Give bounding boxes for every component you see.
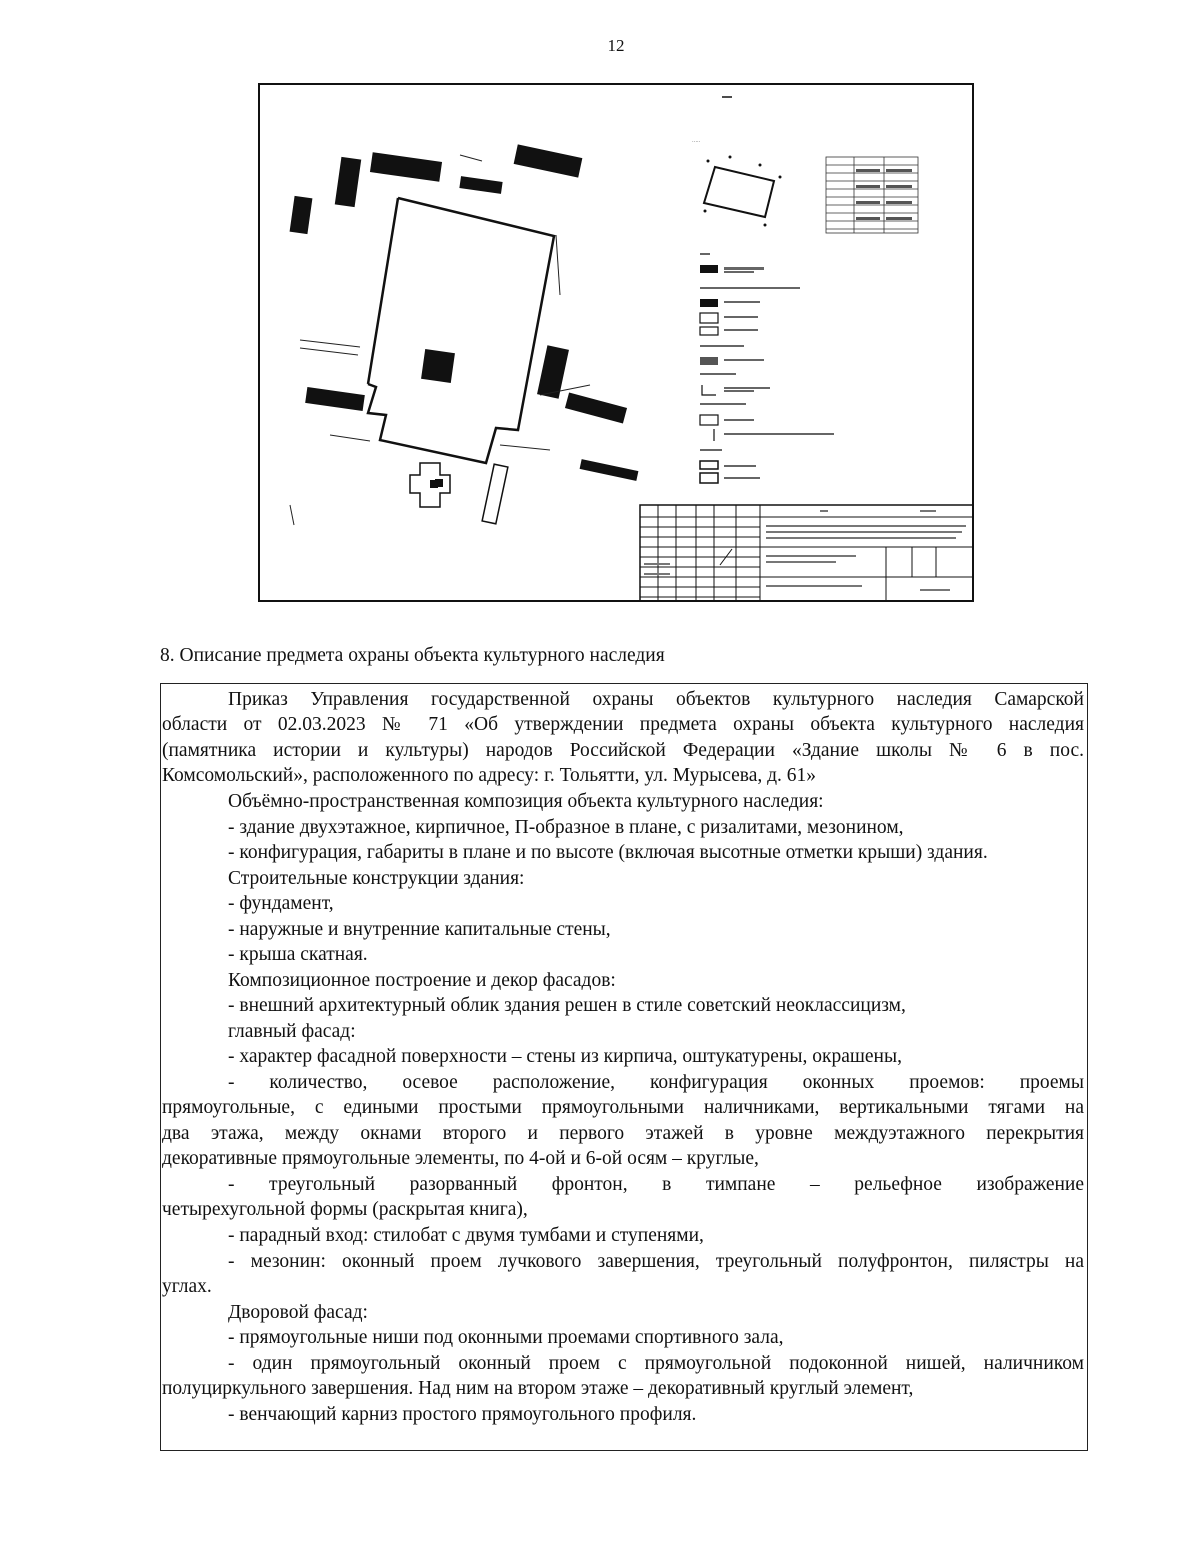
description-line: Строительные конструкции здания: <box>228 868 525 889</box>
title-block <box>640 505 974 602</box>
description-line: прямоугольные, с едиными простыми прямоугольными наличниками, вертикальными тягами на <box>162 1097 1084 1118</box>
coordinate-table <box>826 157 918 233</box>
page-number: 12 <box>607 36 625 55</box>
description-line: главный фасад: <box>228 1021 356 1042</box>
description-line: - парадный вход: стилобат с двумя тумбами и ступенями, <box>228 1225 704 1246</box>
description-line: - количество, осевое расположение, конфигурация оконных проемов: проемы <box>228 1072 1084 1093</box>
surrounding-buildings <box>290 144 639 487</box>
description-line: - наружные и внутренние капитальные стены, <box>228 919 611 940</box>
description-line: полуциркульного завершения. Над ним на втором этаже – декоративный круглый элемент, <box>162 1378 914 1399</box>
description-line: углах. <box>162 1276 212 1297</box>
parcel-boundary <box>368 198 554 463</box>
description-line: области от 02.03.2023 № 71 «Об утверждении предмета охраны объекта культурного наследия <box>162 714 1084 735</box>
description-line: два этажа, между окнами второго и первого этажей в уровне междуэтажного перекрытия <box>162 1123 1084 1144</box>
description-line: - внешний архитектурный облик здания решен в стиле советский неоклассицизм, <box>228 995 906 1016</box>
description-line: - крыша скатная. <box>228 944 368 965</box>
description-line: Приказ Управления государственной охраны объектов культурного наследия Самарской <box>228 689 1084 710</box>
section-heading: 8. Описание предмета охраны объекта культурного наследия <box>160 645 665 666</box>
description-line: - характер фасадной поверхности – стены из кирпича, оштукатурены, окрашены, <box>228 1046 902 1067</box>
description-line: - здание двухэтажное, кирпичное, П-образное в плане, с ризалитами, мезонином, <box>228 817 904 838</box>
site-plan-map <box>258 83 974 602</box>
site-plan-drawing <box>260 85 974 602</box>
description-line: Объёмно-пространственная композиция объекта культурного наследия: <box>228 791 824 812</box>
description-line: декоративные прямоугольные элементы, по 4-ой и 6-ой осям – круглые, <box>162 1148 759 1169</box>
description-line: Дворовой фасад: <box>228 1302 368 1323</box>
description-line: - венчающий карниз простого прямоугольного профиля. <box>228 1404 697 1425</box>
description-line: (памятника истории и культуры) народов Российской Федерации «Здание школы № 6 в пос. <box>162 740 1084 761</box>
description-line: четырехугольной формы (раскрытая книга), <box>162 1199 528 1220</box>
description-line: - фундамент, <box>228 893 334 914</box>
description-line: - один прямоугольный оконный проем с прямоугольной подоконной нишей, наличником <box>228 1353 1084 1374</box>
description-line: Композиционное построение и декор фасадов: <box>228 970 616 991</box>
description-line: Комсомольский», расположенного по адресу: г. Тольятти, ул. Мурысева, д. 61» <box>162 765 817 786</box>
description-line: - треугольный разорванный фронтон, в тимпане – рельефное изображение <box>228 1174 1084 1195</box>
description-line: - конфигурация, габариты в плане и по высоте (включая высотные отметки крыши) здания. <box>228 842 988 863</box>
svg-text:·····: ····· <box>692 139 701 145</box>
description-line: - прямоугольные ниши под оконными проемами спортивного зала, <box>228 1327 784 1348</box>
description-line: - мезонин: оконный проем лучкового завершения, треугольный полуфронтон, пилястры на <box>228 1251 1084 1272</box>
